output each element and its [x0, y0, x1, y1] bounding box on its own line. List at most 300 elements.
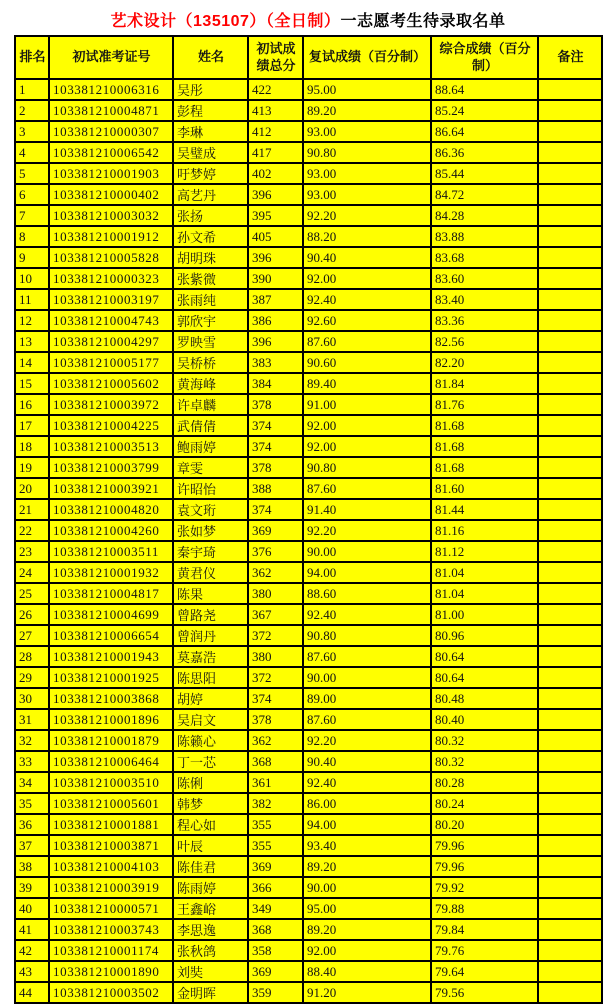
- cell-retest-score: 92.40: [303, 772, 431, 793]
- cell-retest-score: 86.00: [303, 793, 431, 814]
- cell-remark: [538, 604, 602, 625]
- table-row: [15, 205, 602, 226]
- cell-retest-score: 89.00: [303, 688, 431, 709]
- cell-retest-score: 88.20: [303, 226, 431, 247]
- table-row: [15, 142, 602, 163]
- cell-rank: 43: [15, 961, 49, 982]
- cell-overall-score: 79.96: [431, 835, 538, 856]
- cell-rank: 18: [15, 436, 49, 457]
- table-row: [15, 100, 602, 121]
- cell-overall-score: 79.64: [431, 961, 538, 982]
- cell-rank: 42: [15, 940, 49, 961]
- cell-remark: [538, 688, 602, 709]
- cell-name: 吴启文: [173, 709, 248, 730]
- cell-initial-score: 405: [248, 226, 303, 247]
- table-row: [15, 289, 602, 310]
- cell-initial-score: 349: [248, 898, 303, 919]
- cell-exam-id: 103381210001943: [49, 646, 173, 667]
- cell-initial-score: 396: [248, 247, 303, 268]
- cell-rank: 13: [15, 331, 49, 352]
- table-row: [15, 310, 602, 331]
- cell-overall-score: 79.56: [431, 982, 538, 1003]
- cell-initial-score: 386: [248, 310, 303, 331]
- cell-rank: 29: [15, 667, 49, 688]
- cell-name: 吴璧成: [173, 142, 248, 163]
- cell-rank: 2: [15, 100, 49, 121]
- cell-name: 吴彤: [173, 79, 248, 100]
- cell-remark: [538, 919, 602, 940]
- cell-retest-score: 90.40: [303, 247, 431, 268]
- cell-name: 吁梦婷: [173, 163, 248, 184]
- cell-exam-id: 103381210005828: [49, 247, 173, 268]
- table-row: [15, 877, 602, 898]
- cell-remark: [538, 541, 602, 562]
- cell-retest-score: 90.00: [303, 541, 431, 562]
- cell-rank: 28: [15, 646, 49, 667]
- cell-overall-score: 80.96: [431, 625, 538, 646]
- cell-retest-score: 88.40: [303, 961, 431, 982]
- table-row: [15, 604, 602, 625]
- cell-retest-score: 93.00: [303, 121, 431, 142]
- cell-name: 孙文希: [173, 226, 248, 247]
- cell-exam-id: 103381210000402: [49, 184, 173, 205]
- cell-exam-id: 103381210001174: [49, 940, 173, 961]
- cell-rank: 24: [15, 562, 49, 583]
- cell-name: 郭欣宇: [173, 310, 248, 331]
- cell-name: 丁一芯: [173, 751, 248, 772]
- cell-initial-score: 417: [248, 142, 303, 163]
- cell-rank: 39: [15, 877, 49, 898]
- cell-remark: [538, 562, 602, 583]
- cell-rank: 32: [15, 730, 49, 751]
- table-row: [15, 268, 602, 289]
- cell-retest-score: 92.00: [303, 436, 431, 457]
- cell-overall-score: 84.72: [431, 184, 538, 205]
- cell-overall-score: 80.64: [431, 667, 538, 688]
- cell-initial-score: 374: [248, 415, 303, 436]
- cell-name: 韩梦: [173, 793, 248, 814]
- cell-remark: [538, 352, 602, 373]
- cell-initial-score: 413: [248, 100, 303, 121]
- cell-overall-score: 81.76: [431, 394, 538, 415]
- cell-retest-score: 90.00: [303, 667, 431, 688]
- table-row: [15, 184, 602, 205]
- cell-name: 秦宇琦: [173, 541, 248, 562]
- cell-initial-score: 383: [248, 352, 303, 373]
- cell-rank: 11: [15, 289, 49, 310]
- page-title-program: 艺术设计（135107）（全日制）: [110, 13, 341, 30]
- cell-rank: 23: [15, 541, 49, 562]
- cell-overall-score: 80.32: [431, 730, 538, 751]
- table-row: [15, 226, 602, 247]
- cell-name: 高艺丹: [173, 184, 248, 205]
- cell-overall-score: 79.76: [431, 940, 538, 961]
- cell-exam-id: 103381210005177: [49, 352, 173, 373]
- cell-remark: [538, 856, 602, 877]
- cell-name: 陈籁心: [173, 730, 248, 751]
- cell-initial-score: 412: [248, 121, 303, 142]
- table-row: [15, 415, 602, 436]
- cell-exam-id: 103381210006316: [49, 79, 173, 100]
- cell-remark: [538, 415, 602, 436]
- cell-retest-score: 91.40: [303, 499, 431, 520]
- cell-rank: 9: [15, 247, 49, 268]
- cell-rank: 30: [15, 688, 49, 709]
- table-row: [15, 163, 602, 184]
- cell-remark: [538, 100, 602, 121]
- cell-overall-score: 79.88: [431, 898, 538, 919]
- cell-name: 金明晖: [173, 982, 248, 1003]
- cell-remark: [538, 646, 602, 667]
- cell-name: 王鑫峪: [173, 898, 248, 919]
- cell-overall-score: 81.04: [431, 562, 538, 583]
- table-row: [15, 814, 602, 835]
- cell-remark: [538, 121, 602, 142]
- cell-rank: 26: [15, 604, 49, 625]
- cell-overall-score: 83.60: [431, 268, 538, 289]
- cell-rank: 22: [15, 520, 49, 541]
- cell-retest-score: 92.40: [303, 289, 431, 310]
- cell-exam-id: 103381210006464: [49, 751, 173, 772]
- cell-name: 张如梦: [173, 520, 248, 541]
- cell-remark: [538, 730, 602, 751]
- cell-rank: 15: [15, 373, 49, 394]
- table-header-row: [15, 36, 602, 79]
- cell-initial-score: 374: [248, 436, 303, 457]
- cell-retest-score: 87.60: [303, 709, 431, 730]
- cell-retest-score: 93.00: [303, 184, 431, 205]
- cell-retest-score: 94.00: [303, 814, 431, 835]
- cell-retest-score: 95.00: [303, 79, 431, 100]
- cell-rank: 44: [15, 982, 49, 1003]
- cell-name: 陈思阳: [173, 667, 248, 688]
- cell-exam-id: 103381210003513: [49, 436, 173, 457]
- cell-rank: 10: [15, 268, 49, 289]
- cell-retest-score: 93.00: [303, 163, 431, 184]
- cell-overall-score: 88.64: [431, 79, 538, 100]
- cell-retest-score: 92.20: [303, 730, 431, 751]
- cell-retest-score: 95.00: [303, 898, 431, 919]
- cell-initial-score: 369: [248, 520, 303, 541]
- cell-remark: [538, 835, 602, 856]
- table-row: [15, 499, 602, 520]
- table-row: [15, 625, 602, 646]
- cell-name: 李琳: [173, 121, 248, 142]
- cell-exam-id: 103381210001879: [49, 730, 173, 751]
- cell-remark: [538, 898, 602, 919]
- cell-name: 陈俐: [173, 772, 248, 793]
- cell-initial-score: 358: [248, 940, 303, 961]
- cell-name: 袁文珩: [173, 499, 248, 520]
- cell-initial-score: 368: [248, 919, 303, 940]
- cell-remark: [538, 79, 602, 100]
- header-name: 姓名: [173, 36, 248, 79]
- cell-overall-score: 85.44: [431, 163, 538, 184]
- cell-rank: 5: [15, 163, 49, 184]
- cell-retest-score: 87.60: [303, 646, 431, 667]
- cell-name: 许昭怡: [173, 478, 248, 499]
- admission-table: [14, 35, 603, 1004]
- cell-remark: [538, 184, 602, 205]
- cell-name: 武倩倩: [173, 415, 248, 436]
- cell-rank: 19: [15, 457, 49, 478]
- cell-retest-score: 92.40: [303, 604, 431, 625]
- cell-remark: [538, 982, 602, 1003]
- cell-rank: 35: [15, 793, 49, 814]
- cell-name: 陈雨婷: [173, 877, 248, 898]
- table-row: [15, 856, 602, 877]
- cell-overall-score: 81.16: [431, 520, 538, 541]
- cell-remark: [538, 373, 602, 394]
- cell-name: 章雯: [173, 457, 248, 478]
- cell-name: 陈果: [173, 583, 248, 604]
- cell-exam-id: 103381210000323: [49, 268, 173, 289]
- cell-rank: 7: [15, 205, 49, 226]
- cell-name: 许卓麟: [173, 394, 248, 415]
- cell-name: 叶辰: [173, 835, 248, 856]
- cell-initial-score: 376: [248, 541, 303, 562]
- header-overall-score: 综合成绩（百分制）: [431, 36, 538, 79]
- cell-retest-score: 88.60: [303, 583, 431, 604]
- cell-retest-score: 92.00: [303, 940, 431, 961]
- cell-rank: 38: [15, 856, 49, 877]
- cell-retest-score: 90.00: [303, 877, 431, 898]
- cell-retest-score: 90.40: [303, 751, 431, 772]
- cell-exam-id: 103381210004103: [49, 856, 173, 877]
- cell-overall-score: 80.20: [431, 814, 538, 835]
- cell-remark: [538, 268, 602, 289]
- cell-remark: [538, 772, 602, 793]
- table-row: [15, 352, 602, 373]
- table-row: [15, 394, 602, 415]
- cell-initial-score: 380: [248, 583, 303, 604]
- cell-overall-score: 86.64: [431, 121, 538, 142]
- cell-rank: 34: [15, 772, 49, 793]
- cell-initial-score: 374: [248, 499, 303, 520]
- table-row: [15, 898, 602, 919]
- cell-rank: 8: [15, 226, 49, 247]
- table-row: [15, 751, 602, 772]
- cell-name: 刘奘: [173, 961, 248, 982]
- cell-retest-score: 93.40: [303, 835, 431, 856]
- cell-rank: 4: [15, 142, 49, 163]
- cell-initial-score: 366: [248, 877, 303, 898]
- cell-rank: 37: [15, 835, 49, 856]
- cell-remark: [538, 331, 602, 352]
- cell-initial-score: 402: [248, 163, 303, 184]
- cell-initial-score: 355: [248, 814, 303, 835]
- cell-exam-id: 103381210000571: [49, 898, 173, 919]
- cell-exam-id: 103381210001890: [49, 961, 173, 982]
- cell-overall-score: 82.20: [431, 352, 538, 373]
- cell-retest-score: 92.60: [303, 310, 431, 331]
- cell-retest-score: 92.00: [303, 268, 431, 289]
- cell-remark: [538, 709, 602, 730]
- table-row: [15, 982, 602, 1003]
- cell-name: 胡明珠: [173, 247, 248, 268]
- cell-retest-score: 92.00: [303, 415, 431, 436]
- cell-initial-score: 396: [248, 331, 303, 352]
- cell-rank: 41: [15, 919, 49, 940]
- cell-rank: 27: [15, 625, 49, 646]
- table-row: [15, 688, 602, 709]
- table-row: [15, 478, 602, 499]
- cell-exam-id: 103381210006654: [49, 625, 173, 646]
- cell-name: 陈佳君: [173, 856, 248, 877]
- cell-overall-score: 80.48: [431, 688, 538, 709]
- cell-rank: 25: [15, 583, 49, 604]
- table-row: [15, 940, 602, 961]
- cell-rank: 3: [15, 121, 49, 142]
- cell-remark: [538, 394, 602, 415]
- cell-name: 张紫微: [173, 268, 248, 289]
- cell-name: 曾路尧: [173, 604, 248, 625]
- cell-remark: [538, 814, 602, 835]
- header-remark: 备注: [538, 36, 602, 79]
- cell-overall-score: 83.68: [431, 247, 538, 268]
- cell-retest-score: 90.80: [303, 142, 431, 163]
- cell-overall-score: 81.60: [431, 478, 538, 499]
- cell-rank: 14: [15, 352, 49, 373]
- table-body: [15, 79, 602, 1003]
- cell-remark: [538, 667, 602, 688]
- cell-exam-id: 103381210000307: [49, 121, 173, 142]
- cell-initial-score: 361: [248, 772, 303, 793]
- cell-retest-score: 90.80: [303, 457, 431, 478]
- cell-name: 张雨纯: [173, 289, 248, 310]
- cell-rank: 36: [15, 814, 49, 835]
- cell-rank: 33: [15, 751, 49, 772]
- table-row: [15, 709, 602, 730]
- cell-exam-id: 103381210003871: [49, 835, 173, 856]
- cell-name: 张秋鸽: [173, 940, 248, 961]
- cell-initial-score: 380: [248, 646, 303, 667]
- cell-overall-score: 82.56: [431, 331, 538, 352]
- cell-rank: 16: [15, 394, 49, 415]
- table-row: [15, 646, 602, 667]
- table-row: [15, 520, 602, 541]
- cell-remark: [538, 226, 602, 247]
- cell-exam-id: 103381210003197: [49, 289, 173, 310]
- cell-name: 罗映雪: [173, 331, 248, 352]
- cell-overall-score: 80.32: [431, 751, 538, 772]
- cell-remark: [538, 457, 602, 478]
- table-row: [15, 121, 602, 142]
- cell-name: 鲍雨婷: [173, 436, 248, 457]
- cell-retest-score: 90.60: [303, 352, 431, 373]
- table-row: [15, 961, 602, 982]
- cell-exam-id: 103381210004225: [49, 415, 173, 436]
- cell-remark: [538, 142, 602, 163]
- cell-initial-score: 378: [248, 394, 303, 415]
- cell-retest-score: 89.20: [303, 100, 431, 121]
- cell-initial-score: 378: [248, 457, 303, 478]
- cell-initial-score: 422: [248, 79, 303, 100]
- cell-initial-score: 367: [248, 604, 303, 625]
- header-rank: 排名: [15, 36, 49, 79]
- cell-retest-score: 94.00: [303, 562, 431, 583]
- cell-remark: [538, 961, 602, 982]
- cell-initial-score: 362: [248, 562, 303, 583]
- cell-name: 吴桥桥: [173, 352, 248, 373]
- cell-exam-id: 103381210004871: [49, 100, 173, 121]
- cell-initial-score: 355: [248, 835, 303, 856]
- cell-overall-score: 81.04: [431, 583, 538, 604]
- cell-remark: [538, 478, 602, 499]
- cell-rank: 31: [15, 709, 49, 730]
- cell-initial-score: 368: [248, 751, 303, 772]
- cell-exam-id: 103381210004817: [49, 583, 173, 604]
- cell-initial-score: 382: [248, 793, 303, 814]
- cell-overall-score: 80.40: [431, 709, 538, 730]
- cell-initial-score: 369: [248, 961, 303, 982]
- table-row: [15, 331, 602, 352]
- cell-exam-id: 103381210003510: [49, 772, 173, 793]
- cell-rank: 6: [15, 184, 49, 205]
- cell-retest-score: 89.40: [303, 373, 431, 394]
- cell-overall-score: 86.36: [431, 142, 538, 163]
- cell-name: 莫嘉浩: [173, 646, 248, 667]
- cell-remark: [538, 751, 602, 772]
- cell-remark: [538, 436, 602, 457]
- cell-overall-score: 81.68: [431, 457, 538, 478]
- cell-retest-score: 92.20: [303, 520, 431, 541]
- cell-initial-score: 372: [248, 625, 303, 646]
- cell-exam-id: 103381210004743: [49, 310, 173, 331]
- cell-remark: [538, 793, 602, 814]
- cell-name: 胡婷: [173, 688, 248, 709]
- cell-overall-score: 85.24: [431, 100, 538, 121]
- cell-initial-score: 378: [248, 709, 303, 730]
- cell-exam-id: 103381210004820: [49, 499, 173, 520]
- cell-name: 黄海峰: [173, 373, 248, 394]
- cell-initial-score: 369: [248, 856, 303, 877]
- cell-remark: [538, 289, 602, 310]
- table-row: [15, 793, 602, 814]
- table-row: [15, 730, 602, 751]
- cell-remark: [538, 163, 602, 184]
- header-exam-id: 初试准考证号: [49, 36, 173, 79]
- cell-name: 张扬: [173, 205, 248, 226]
- cell-exam-id: 103381210005601: [49, 793, 173, 814]
- cell-rank: 1: [15, 79, 49, 100]
- cell-exam-id: 103381210004699: [49, 604, 173, 625]
- cell-name: 黄君仪: [173, 562, 248, 583]
- cell-overall-score: 83.88: [431, 226, 538, 247]
- table-row: [15, 667, 602, 688]
- page-title-suffix: 一志愿考生待录取名单: [340, 13, 506, 30]
- cell-exam-id: 103381210003511: [49, 541, 173, 562]
- cell-remark: [538, 205, 602, 226]
- cell-initial-score: 396: [248, 184, 303, 205]
- table-row: [15, 457, 602, 478]
- cell-rank: 40: [15, 898, 49, 919]
- cell-overall-score: 81.84: [431, 373, 538, 394]
- cell-exam-id: 103381210005602: [49, 373, 173, 394]
- table-row: [15, 772, 602, 793]
- cell-overall-score: 83.36: [431, 310, 538, 331]
- cell-exam-id: 103381210001932: [49, 562, 173, 583]
- cell-overall-score: 81.44: [431, 499, 538, 520]
- table-row: [15, 436, 602, 457]
- header-retest-score: 复试成绩（百分制）: [303, 36, 431, 79]
- cell-remark: [538, 625, 602, 646]
- cell-overall-score: 79.84: [431, 919, 538, 940]
- table-row: [15, 562, 602, 583]
- cell-exam-id: 103381210004260: [49, 520, 173, 541]
- cell-remark: [538, 877, 602, 898]
- cell-overall-score: 80.24: [431, 793, 538, 814]
